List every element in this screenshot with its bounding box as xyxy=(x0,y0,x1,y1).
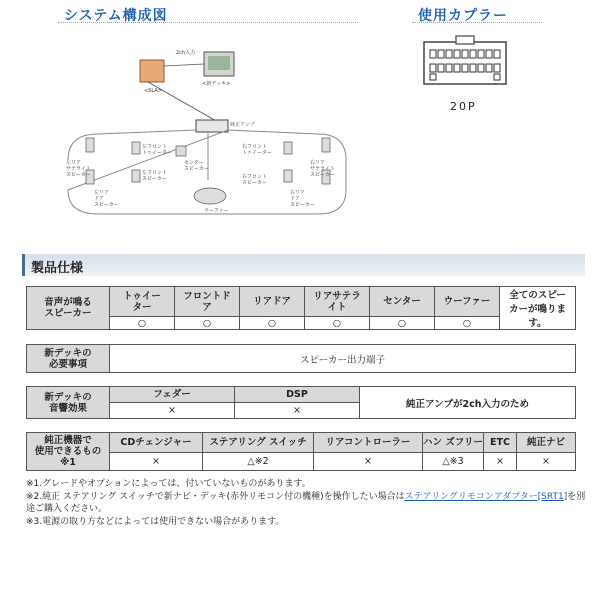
col-cd-changer: CDチェンジャー xyxy=(110,433,203,453)
svg-text:スピーカー: スピーカー xyxy=(310,172,335,178)
coupler-image xyxy=(420,32,510,92)
val-etc: × xyxy=(484,453,517,471)
center-speaker-label: センター xyxy=(184,160,204,166)
rear-right-door-label: 右リア xyxy=(290,190,306,196)
rear-right-satellite-label: 右リア xyxy=(310,160,326,166)
front-right-tweeter-label: 右フロント xyxy=(242,144,268,150)
spec-section-header xyxy=(22,254,585,276)
amp-image xyxy=(196,120,228,132)
effects-note: 純正アンプが2ch入力のため xyxy=(360,387,576,419)
val-woofer: ○ xyxy=(435,317,500,330)
front-right-speaker-label: 右フロント xyxy=(242,174,268,180)
col-rear-satellite: リアサテラ イト xyxy=(305,287,370,317)
speaker-table xyxy=(26,286,576,330)
system-diagram-title: システム構成図 xyxy=(64,8,168,24)
note-3: ※3.電源の取り方などによっては使用できない場合があります。 xyxy=(26,516,285,527)
svg-text:スピーカー: スピーカー xyxy=(66,172,91,178)
all-speakers-note: 全てのスピー カーが鳴りま す。 xyxy=(500,287,576,330)
note-2-text: ※2.純正 ステアリング スイッチで新ナビ・デッキ(赤外リモコン付の機種)を操作したい場合は xyxy=(26,491,405,502)
amp-label: 純正アンプ xyxy=(230,122,255,128)
svg-text:サテライト: サテライト xyxy=(66,166,91,172)
val-front-door: ○ xyxy=(175,317,240,330)
requirement-value: スピーカー出力端子 xyxy=(110,345,576,373)
val-cd-changer: × xyxy=(110,453,203,471)
requirement-header: 新デッキの 必要事項 xyxy=(27,345,110,373)
spec-title: 製品仕様 xyxy=(31,261,84,276)
col-fader: フェダー xyxy=(110,387,235,403)
front-left-tweeter-label: 左フロント xyxy=(142,144,168,150)
svg-text:ドア: ドア xyxy=(94,196,104,202)
col-handsfree: ハン ズフリー xyxy=(423,433,484,453)
val-fader: × xyxy=(110,403,235,419)
input-label: 2ch入力 xyxy=(176,50,196,56)
col-front-door: フロントド ア xyxy=(175,287,240,317)
title-divider xyxy=(58,22,358,23)
svg-text:トゥイーター: トゥイーター xyxy=(142,150,172,156)
svg-text:スピーカー: スピーカー xyxy=(290,202,315,208)
requirement-table xyxy=(26,344,576,373)
val-navi: × xyxy=(517,453,576,471)
sla-label: <SLA> xyxy=(144,88,162,94)
effects-header: 新デッキの 音響効果 xyxy=(27,387,110,419)
col-woofer: ウーファー xyxy=(435,287,500,317)
val-rear-door: ○ xyxy=(240,317,305,330)
woofer-label: ウーファー xyxy=(204,208,229,214)
front-left-speaker-label: 左フロント xyxy=(142,170,168,176)
col-center: センター xyxy=(370,287,435,317)
svg-text:スピーカー: スピーカー xyxy=(142,176,167,182)
col-etc: ETC xyxy=(484,433,517,453)
val-rear-satellite: ○ xyxy=(305,317,370,330)
note-2-text-end: を別途ご購入ください。 xyxy=(26,491,586,514)
svg-text:ドア: ドア xyxy=(290,196,300,202)
sla-unit-image xyxy=(140,60,164,82)
col-dsp: DSP xyxy=(235,387,360,403)
note-1: ※1.グレードやオプションによっては、付いていないものがあります。 xyxy=(26,479,311,489)
rear-left-satellite-label: 左リア xyxy=(66,160,82,166)
col-steering-switch: ステアリング スイッチ xyxy=(203,433,314,453)
svg-text:スピーカー: スピーカー xyxy=(242,180,267,186)
val-rear-controller: × xyxy=(314,453,423,471)
coupler-title: 使用カプラー xyxy=(418,8,508,24)
val-tweeter: ○ xyxy=(110,317,175,330)
val-center: ○ xyxy=(370,317,435,330)
svg-text:サテライト: サテライト xyxy=(310,166,335,172)
svg-text:スピーカー: スピーカー xyxy=(184,166,209,172)
rear-left-door-label: 左リア xyxy=(94,190,110,196)
steering-adapter-link[interactable]: ステアリングリモコンアダプター[SRT1] xyxy=(404,491,568,502)
system-diagram xyxy=(58,30,358,240)
coupler-pins: 20P xyxy=(450,100,477,113)
val-dsp: × xyxy=(235,403,360,419)
col-rear-door: リアドア xyxy=(240,287,305,317)
speaker-header: 音声が鳴る スピーカー xyxy=(27,287,110,330)
compat-table xyxy=(26,432,576,471)
new-deck-label: <新デッキ> xyxy=(202,81,231,87)
val-handsfree: △※3 xyxy=(423,453,484,471)
coupler-divider xyxy=(412,22,542,23)
val-steering-switch: △※2 xyxy=(203,453,314,471)
col-rear-controller: リアコントローラー xyxy=(314,433,423,453)
footnotes xyxy=(26,478,591,528)
svg-text:トゥイーター: トゥイーター xyxy=(242,150,272,156)
effects-table xyxy=(26,386,576,419)
compat-header: 純正機器で 使用できるもの ※1 xyxy=(27,433,110,471)
svg-text:スピーカー: スピーカー xyxy=(94,202,119,208)
note-2 xyxy=(26,491,591,516)
col-navi: 純正ナビ xyxy=(517,433,576,453)
col-tweeter: トゥイー ター xyxy=(110,287,175,317)
